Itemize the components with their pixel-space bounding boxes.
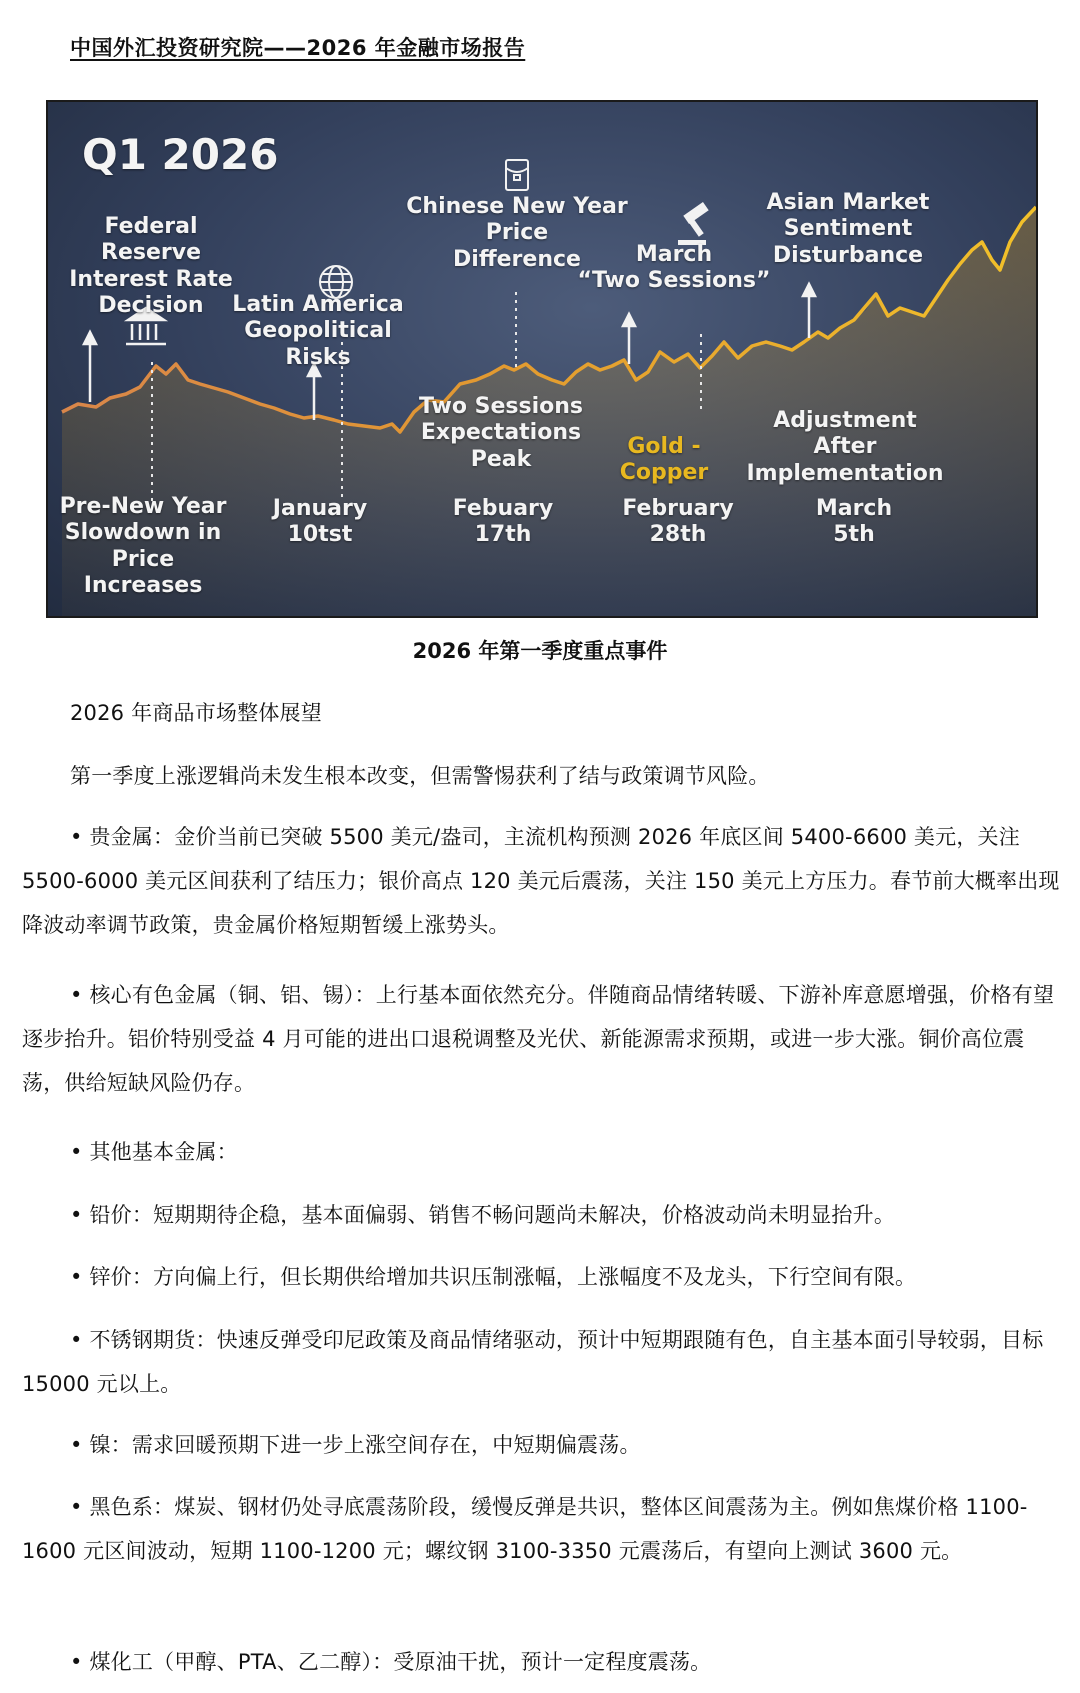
- bullet-other-base-metals: • 其他基本金属：: [70, 1140, 238, 1164]
- section-heading: 2026 年商品市场整体展望: [70, 701, 322, 725]
- bullet-precious-metals: • 贵金属：金价当前已突破 5500 美元/盎司，主流机构预测 2026 年底区间 5400-6600 美元，关注 5500-6000 美元区间获利了结压力；银价高点 120 美元后震荡，关注 150 美元上方压力。春节前大概率出现降波动率调节政策，贵金属价格短期暂缓上涨势头。: [22, 825, 1060, 937]
- event-latam-risks: Latin America Geopolitical Risks: [232, 292, 404, 370]
- figure-caption: 2026 年第一季度重点事件: [412, 639, 668, 663]
- bullet-ferrous: • 黑色系：煤炭、钢材仍处寻底震荡阶段，缓慢反弹是共识，整体区间震荡为主。例如焦煤价格 1100-1600 元区间波动，短期 1100-1200 元；螺纹钢 3100-3350 元震荡后，有望向上测试 3600 元。: [22, 1495, 1028, 1563]
- document-title: 中国外汇投资研究院——2026 年金融市场报告: [70, 36, 526, 60]
- event-march-two-sessions: March “Two Sessions”: [577, 242, 771, 294]
- quarter-label: Q1 2026: [82, 130, 279, 179]
- intro-paragraph: 第一季度上涨逻辑尚未发生根本改变，但需警惕获利了结与政策调节风险。: [70, 764, 770, 788]
- date-march-5: March 5th: [815, 496, 893, 548]
- event-asian-sentiment: Asian Market Sentiment Disturbance: [766, 190, 930, 268]
- q1-events-infographic: [46, 100, 1038, 618]
- bullet-nickel: • 镍：需求回暖预期下进一步上涨空间存在，中短期偏震荡。: [70, 1433, 641, 1457]
- bullet-coal-chemical: • 煤化工（甲醇、PTA、乙二醇）：受原油干扰，预计一定程度震荡。: [70, 1650, 712, 1674]
- date-february-28: February 28th: [622, 496, 734, 548]
- red-envelope-icon: [506, 160, 528, 190]
- date-february-17: Febuary 17th: [452, 496, 554, 548]
- bullet-lead: • 铅价：短期期待企稳，基本面偏弱、销售不畅问题尚未解决，价格波动尚未明显抬升。: [70, 1203, 896, 1227]
- event-gold-copper: Gold - Copper: [619, 434, 709, 486]
- label-pre-new-year: Pre-New Year Slowdown in Price Increases: [59, 494, 227, 599]
- gavel-icon: [678, 202, 709, 245]
- event-fed-decision: Federal Reserve Interest Rate Decision: [69, 214, 233, 319]
- date-january-10: January 10tst: [272, 496, 368, 548]
- event-adjustment-after: Adjustment After Implementation: [746, 408, 944, 486]
- event-two-sessions-peak: Two Sessions Expectations Peak: [418, 394, 584, 472]
- bullet-zinc: • 锌价：方向偏上行，但长期供给增加共识压制涨幅，上涨幅度不及龙头，下行空间有限。: [70, 1265, 917, 1289]
- bullet-core-nonferrous: • 核心有色金属（铜、铝、锡）：上行基本面依然充分。伴随商品情绪转暖、下游补库意愿增强，价格有望逐步抬升。铝价特别受益 4 月可能的进出口退税调整及光伏、新能源需求预期，或进一步大涨。铜价高位震荡，供给短缺风险仍存。: [22, 983, 1055, 1095]
- bullet-stainless-steel: • 不锈钢期货：快速反弹受印尼政策及商品情绪驱动，预计中短期跟随有色，自主基本面引导较弱，目标 15000 元以上。: [22, 1328, 1044, 1396]
- event-cny-price-difference: Chinese New Year Price Difference: [406, 194, 628, 272]
